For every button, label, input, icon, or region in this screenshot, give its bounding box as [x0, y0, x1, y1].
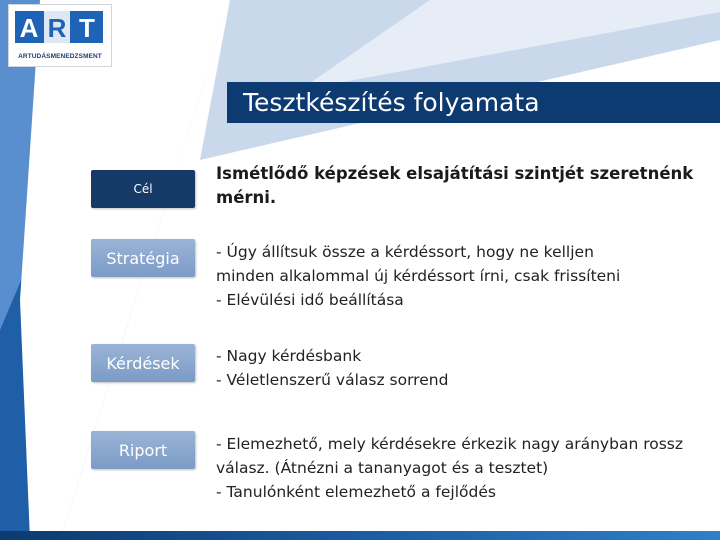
- description-cel: [216, 162, 693, 210]
- logo-letters-icon: [9, 5, 111, 55]
- description-line: Ismétlődő képzések elsajátítási szintjét szeretnénk: [216, 164, 694, 183]
- company-logo: [8, 4, 112, 67]
- description-line: - Elemezhető, mely kérdésekre érkezik nagy arányban rossz: [216, 435, 683, 453]
- title-bar: [227, 82, 720, 123]
- label-strategia: Stratégia: [91, 239, 195, 277]
- description-line: minden alkalommal új kérdéssort írni, csak frissíteni: [216, 267, 621, 285]
- description-line: - Elévülési idő beállítása: [216, 291, 404, 309]
- description-line: mérni.: [216, 188, 277, 207]
- description-line: - Úgy állítsuk össze a kérdéssort, hogy ne kelljen: [216, 243, 594, 261]
- description-strategia: [216, 240, 620, 312]
- bottom-accent-bar: [0, 531, 720, 540]
- logo-caption: ARTUDÁSMENEDZSMENT: [18, 53, 102, 60]
- description-line: válasz. (Átnézni a tananyagot és a tesztet): [216, 459, 549, 477]
- logo-letter-r: R: [47, 13, 67, 43]
- description-line: - Véletlenszerű válasz sorrend: [216, 371, 449, 389]
- description-kerdesek: [216, 344, 448, 392]
- label-cel: Cél: [91, 170, 195, 208]
- description-riport: [216, 432, 683, 504]
- description-line: - Nagy kérdésbank: [216, 347, 362, 365]
- description-line: - Tanulónként elemezhető a fejlődés: [216, 483, 496, 501]
- slide-title: Tesztkészítés folyamata: [243, 88, 540, 117]
- logo-letter-a: A: [19, 13, 39, 43]
- label-kerdesek: Kérdések: [91, 344, 195, 382]
- label-riport: Riport: [91, 431, 195, 469]
- logo-letter-t: T: [79, 13, 95, 43]
